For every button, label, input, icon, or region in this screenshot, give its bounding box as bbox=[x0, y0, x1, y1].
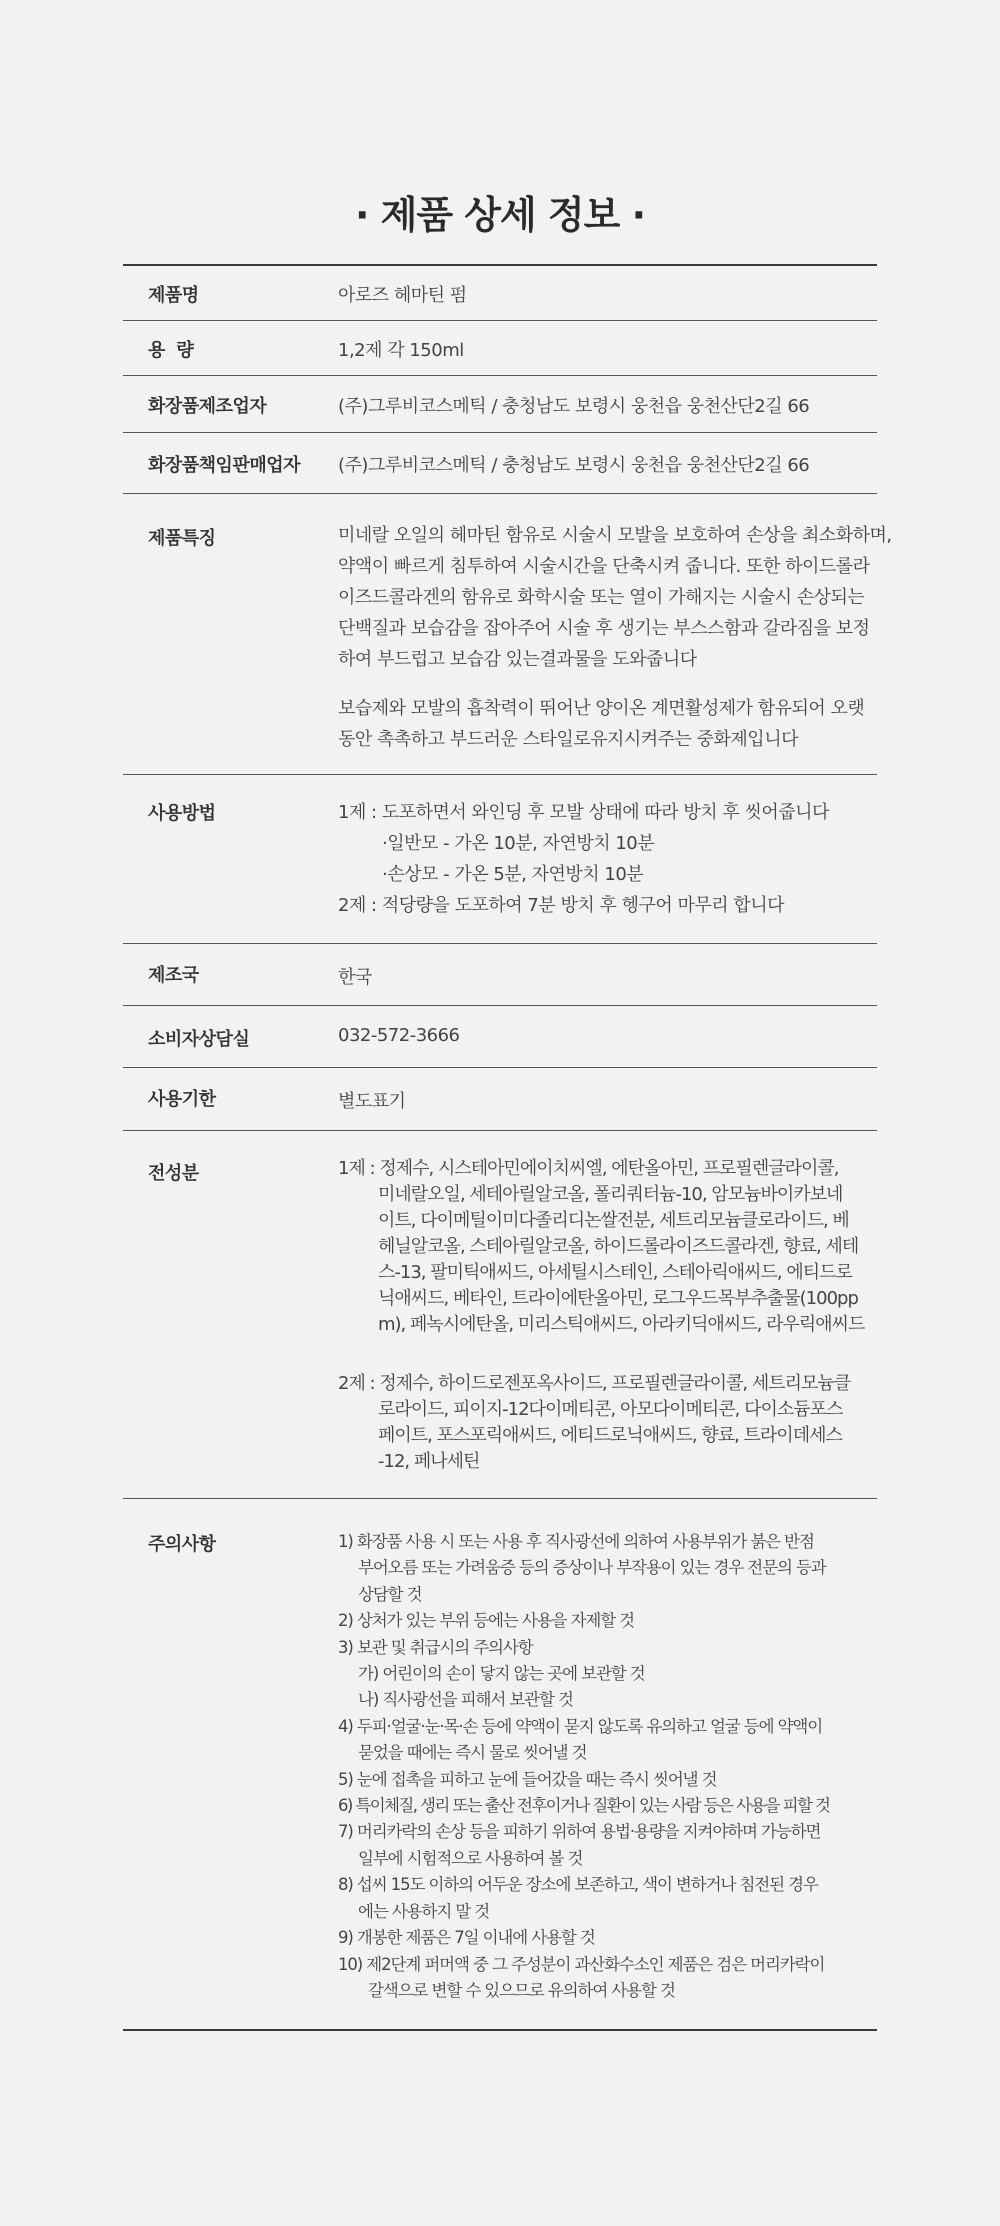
row-consumer bbox=[123, 1006, 877, 1068]
row-usage bbox=[123, 775, 877, 944]
features-text-line: 보습제와 모발의 흡착력이 뛰어난 양이온 계면활성제가 함유되어 오랫 bbox=[338, 698, 865, 719]
row-volume bbox=[123, 321, 877, 376]
ingredients-line: 스-13, 팔미틱애씨드, 아세틸시스테인, 스테아릭애씨드, 에티드로 bbox=[378, 1262, 852, 1283]
value-expiry: 별도표기 bbox=[338, 1091, 406, 1112]
row-product-name bbox=[123, 266, 877, 321]
caution-line: 5) 눈에 접촉을 피하고 눈에 들어갔을 때는 즉시 씻어낼 것 bbox=[338, 1769, 717, 1789]
ingredients-line: -12, 페나세틴 bbox=[378, 1451, 480, 1472]
row-country bbox=[123, 944, 877, 1006]
value-caution bbox=[338, 1529, 829, 2004]
caution-line: 8) 섭씨 15도 이하의 어두운 장소에 보존하고, 색이 변하거나 침전된 경우 bbox=[338, 1875, 818, 1895]
features-text-line: 약액이 빠르게 침투하여 시술시간을 단축시켜 줍니다. 또한 하이드롤라 bbox=[338, 556, 870, 577]
caution-line: 7) 머리카락의 손상 등을 피하기 위하여 용법·용량을 지켜야하며 가능하면 bbox=[338, 1822, 821, 1842]
caution-line: 가) 어린이의 손이 닿지 않는 곳에 보관할 것 bbox=[358, 1664, 645, 1684]
usage-line: ·일반모 - 가온 10분, 자연방치 10분 bbox=[382, 833, 655, 854]
label-caution: 주의사항 bbox=[148, 1534, 216, 1555]
label-seller: 화장품책임판매업자 bbox=[148, 455, 300, 476]
features-text-line: 하여 부드럽고 보습감 있는결과물을 도와줍니다 bbox=[338, 649, 697, 670]
caution-line: 3) 보관 및 취급시의 주의사항 bbox=[338, 1637, 533, 1657]
product-info-table bbox=[123, 264, 892, 2031]
usage-line: 1제 : 도포하면서 와인딩 후 모발 상태에 따라 방치 후 씻어줍니다 bbox=[338, 802, 829, 823]
label-consumer: 소비자상담실 bbox=[148, 1029, 250, 1050]
value-country: 한국 bbox=[338, 967, 372, 988]
value-seller: (주)그루비코스메틱 / 충청남도 보령시 웅천읍 웅천산단2길 66 bbox=[338, 455, 810, 476]
paragraph-gap bbox=[338, 1338, 864, 1371]
value-consumer: 032-572-3666 bbox=[338, 1025, 460, 1046]
row-caution bbox=[123, 1499, 877, 2029]
usage-line: ·손상모 - 가온 5분, 자연방치 10분 bbox=[382, 864, 644, 885]
label-ingredients: 전성분 bbox=[148, 1163, 199, 1184]
caution-line: 묻었을 때에는 즉시 물로 씻어낼 것 bbox=[358, 1743, 587, 1763]
ingredients-line: 2제 : 정제수, 하이드로젠포옥사이드, 프로필렌글라이콜, 세트리모늄클 bbox=[338, 1373, 851, 1394]
ingredients-line: 1제 : 정제수, 시스테아민에이치씨엘, 에탄올아민, 프로필렌글라이콜, bbox=[338, 1158, 839, 1179]
caution-line: 부어오름 또는 가려움증 등의 증상이나 부작용이 있는 경우 전문의 등과 bbox=[358, 1558, 826, 1578]
label-features: 제품특징 bbox=[148, 528, 216, 549]
label-product-name: 제품명 bbox=[148, 285, 199, 306]
features-text-line: 단백질과 보습감을 잡아주어 시술 후 생기는 부스스함과 갈라짐을 보정 bbox=[338, 618, 870, 639]
usage-line: 2제 : 적당량을 도포하여 7분 방치 후 헹구어 마무리 합니다 bbox=[338, 895, 784, 916]
caution-line: 9) 개봉한 제품은 7일 이내에 사용할 것 bbox=[338, 1928, 595, 1948]
caution-line: 2) 상처가 있는 부위 등에는 사용을 자제할 것 bbox=[338, 1611, 635, 1631]
row-features bbox=[123, 494, 892, 775]
features-text-line: 미네랄 오일의 헤마틴 함유로 시술시 모발을 보호하여 손상을 최소화하며, bbox=[338, 525, 892, 546]
ingredients-line: 헤닐알코올, 스테아릴알코올, 하이드롤라이즈드콜라겐, 향료, 세테 bbox=[378, 1236, 859, 1257]
value-volume: 1,2제 각 150ml bbox=[338, 340, 464, 361]
label-expiry: 사용기한 bbox=[148, 1089, 216, 1110]
value-product-name: 아로즈 헤마틴 펌 bbox=[338, 285, 467, 306]
value-features bbox=[338, 520, 892, 755]
label-volume: 용 량 bbox=[148, 340, 194, 361]
caution-line: 6) 특이체질, 생리 또는 출산 전후이거나 질환이 있는 사람 등은 사용을 피할 것 bbox=[338, 1796, 830, 1816]
caution-line: 상담할 것 bbox=[358, 1584, 422, 1604]
value-manufacturer: (주)그루비코스메틱 / 충청남도 보령시 웅천읍 웅천산단2길 66 bbox=[338, 396, 810, 417]
caution-line: 나) 직사광선을 피해서 보관할 것 bbox=[358, 1690, 573, 1710]
value-ingredients bbox=[338, 1156, 864, 1475]
label-country: 제조국 bbox=[148, 965, 199, 986]
features-text-line: 이즈드콜라겐의 함유로 화학시술 또는 열이 가해지는 시술시 손상되는 bbox=[338, 587, 865, 608]
label-usage: 사용방법 bbox=[148, 803, 216, 824]
row-expiry bbox=[123, 1068, 877, 1131]
caution-line: 4) 두피·얼굴·눈·목·손 등에 약액이 묻지 않도록 유의하고 얼굴 등에 약액이 bbox=[338, 1716, 823, 1736]
caution-line: 갈색으로 변할 수 있으므로 유의하여 사용할 것 bbox=[368, 1980, 675, 2000]
ingredients-line: 닉애씨드, 베타인, 트라이에탄올아민, 로그우드목부추출물(100pp bbox=[378, 1288, 858, 1309]
ingredients-line: 미네랄오일, 세테아릴알코올, 폴리쿼터늄-10, 암모늄바이카보네 bbox=[378, 1184, 843, 1205]
value-usage bbox=[338, 797, 829, 921]
caution-line: 1) 화장품 사용 시 또는 사용 후 직사광선에 의하여 사용부위가 붉은 반점 bbox=[338, 1532, 814, 1551]
ingredients-line: m), 페녹시에탄올, 미리스틱애씨드, 아라키딕애씨드, 라우릭애씨드 bbox=[378, 1314, 865, 1335]
ingredients-line: 로라이드, 피이지-12다이메티콘, 아모다이메티콘, 다이소듐포스 bbox=[378, 1399, 843, 1420]
row-seller bbox=[123, 433, 877, 494]
ingredients-line: 이트, 다이메틸이미다졸리디논쌀전분, 세트리모늄클로라이드, 베 bbox=[378, 1210, 849, 1231]
caution-line: 일부에 시험적으로 사용하여 볼 것 bbox=[358, 1848, 583, 1868]
row-manufacturer bbox=[123, 376, 877, 433]
features-text-line: 동안 촉촉하고 부드러운 스타일로유지시켜주는 중화제입니다 bbox=[338, 729, 798, 750]
caution-line: 10) 제2단계 퍼머액 중 그 주성분이 과산화수소인 제품은 검은 머리카락이 bbox=[338, 1954, 825, 1974]
label-manufacturer: 화장품제조업자 bbox=[148, 396, 267, 417]
paragraph-gap bbox=[338, 675, 892, 693]
page-title: · 제품 상세 정보 · bbox=[354, 193, 646, 237]
row-ingredients bbox=[123, 1131, 877, 1499]
caution-line: 에는 사용하지 말 것 bbox=[358, 1901, 490, 1921]
ingredients-line: 페이트, 포스포릭애씨드, 에티드로닉애씨드, 향료, 트라이데세스 bbox=[378, 1425, 842, 1446]
